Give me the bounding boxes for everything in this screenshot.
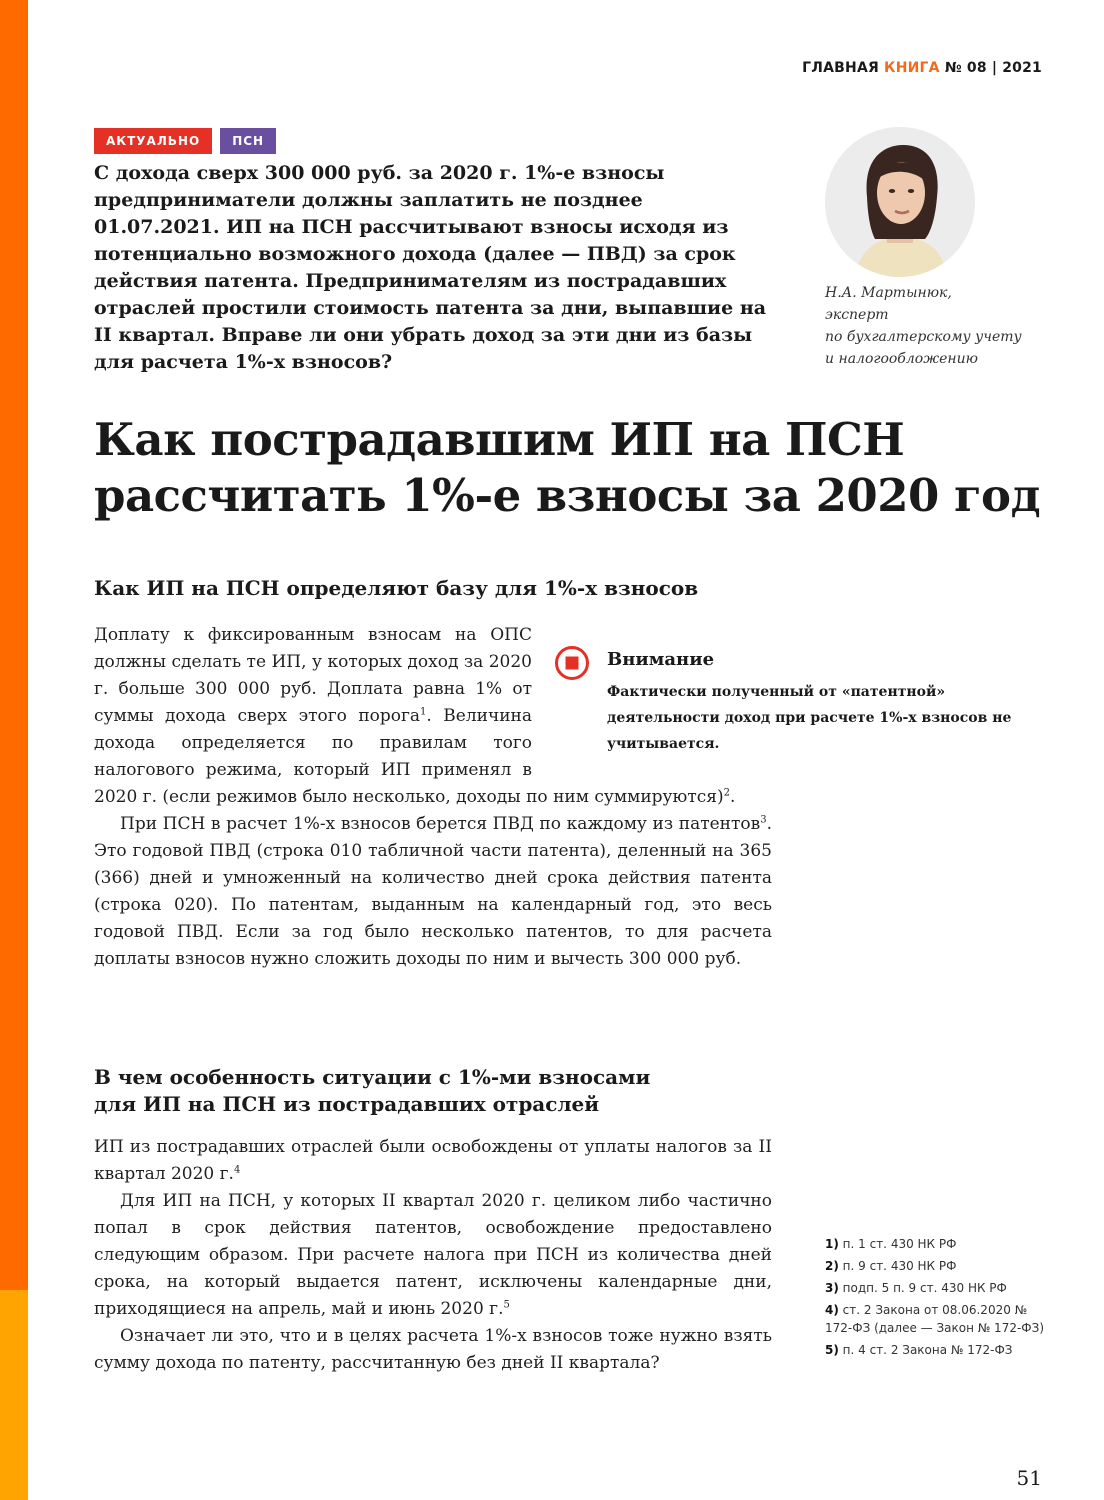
- masthead: [802, 60, 1042, 76]
- section2-paragraph2: Для ИП на ПСН, у которых II квартал 2020 г. целиком либо частично попал в срок действия патентов, освобождение предоставлено следующим образом. При расчете налога при ПСН из количества дней срока, на который выдается патент, исключены календарные дни, приходящиеся на апрель, май и июнь 2020 г.$^5$: [94, 1191, 772, 1319]
- attention-text: Фактически полученный от «патентной» деятельности доход при расчете 1%-х взносов не учитывается.: [607, 684, 1012, 752]
- footnote: 4) ст. 2 Закона от 08.06.2020 № 172-ФЗ (далее — Закон № 172-ФЗ): [825, 1303, 1044, 1335]
- author-name: Н.А. Мартынюк,: [825, 285, 952, 301]
- author-photo: [825, 127, 975, 277]
- attention-icon: [554, 645, 590, 681]
- footnote: 3) подп. 5 п. 9 ст. 430 НК РФ: [825, 1281, 1007, 1295]
- author-portrait-icon: [825, 127, 975, 277]
- footnotes: [825, 1235, 1055, 1363]
- article-title: Как пострадавшим ИП на ПСН рассчитать 1%-е взносы за 2020 год: [94, 413, 1041, 522]
- tag-list: [94, 128, 276, 154]
- section1-paragraph2: При ПСН в расчет 1%-х взносов берется ПВД по каждому из патентов$^3$. Это годовой ПВД (строка 010 табличной части патента), деленный на 365 (366) дней и умноженный на количество дней срока действия патента (строка 020). По патентам, выданным на календарный год, это весь годовой ПВД. Если за год было несколько патентов, то для расчета доплаты взносов нужно сложить доходы по ним и вычесть 300 000 руб.: [94, 814, 772, 969]
- section2-heading: [94, 1064, 794, 1118]
- footnote: 2) п. 9 ст. 430 НК РФ: [825, 1259, 957, 1273]
- section1-paragraph1: Доплату к фиксированным взносам на ОПС должны сделать те ИП, у которых доход за 2020 г. больше 300 000 руб. Доплата равна 1% от суммы дохода сверх этого порога$^1$. Величина дохода определяется по правилам того налогового режима, который ИП применял в 2020 г. (если режимов было несколько, доходы по ним суммируются)$^2$.: [94, 625, 736, 807]
- side-color-bar: [0, 0, 28, 1500]
- footnote: 5) п. 4 ст. 2 Закона № 172-ФЗ: [825, 1343, 1013, 1357]
- brand-first: ГЛАВНАЯ: [802, 60, 879, 76]
- tag-psn: ПСН: [220, 128, 276, 154]
- section2-body: [94, 1134, 772, 1377]
- brand-second: КНИГА: [884, 60, 940, 76]
- section1-heading: Как ИП на ПСН определяют базу для 1%-х взносов: [94, 576, 699, 600]
- lead-paragraph: С дохода сверх 300 000 руб. за 2020 г. 1%-е взносы предприниматели должны заплатить не позднее 01.07.2021. ИП на ПСН рассчитывают взносы исходя из потенциально возможного дохода (далее — ПВД) за срок действия патента. Предпринимателям из пострадавших отраслей простили стоимость патента за дни, выпавшие на II квартал. Вправе ли они убрать доход за эти дни из базы для расчета 1%-х взносов?: [94, 162, 767, 373]
- section2-paragraph3: Означает ли это, что и в целях расчета 1%-х взносов тоже нужно взять сумму дохода по патенту, рассчитанную без дней II квартала?: [94, 1326, 772, 1373]
- attention-title: Внимание: [607, 649, 715, 670]
- author-role-line2: по бухгалтерскому учету: [825, 329, 1022, 345]
- section1-body: [94, 622, 772, 973]
- author-role-line3: и налогообложению: [825, 351, 978, 367]
- author-role: эксперт: [825, 307, 889, 323]
- tag-actual: АКТУАЛЬНО: [94, 128, 212, 154]
- issue-number: № 08 | 2021: [944, 60, 1042, 76]
- section2-heading-line1: В чем особенность ситуации с 1%-ми взносами: [94, 1065, 651, 1089]
- page-number: 51: [1016, 1466, 1042, 1490]
- author-caption: [825, 282, 1055, 370]
- section2-heading-line2: для ИП на ПСН из пострадавших отраслей: [94, 1092, 600, 1116]
- footnote: 1) п. 1 ст. 430 НК РФ: [825, 1237, 957, 1251]
- section2-paragraph1: ИП из пострадавших отраслей были освобождены от уплаты налогов за II квартал 2020 г.$^4$: [94, 1137, 772, 1184]
